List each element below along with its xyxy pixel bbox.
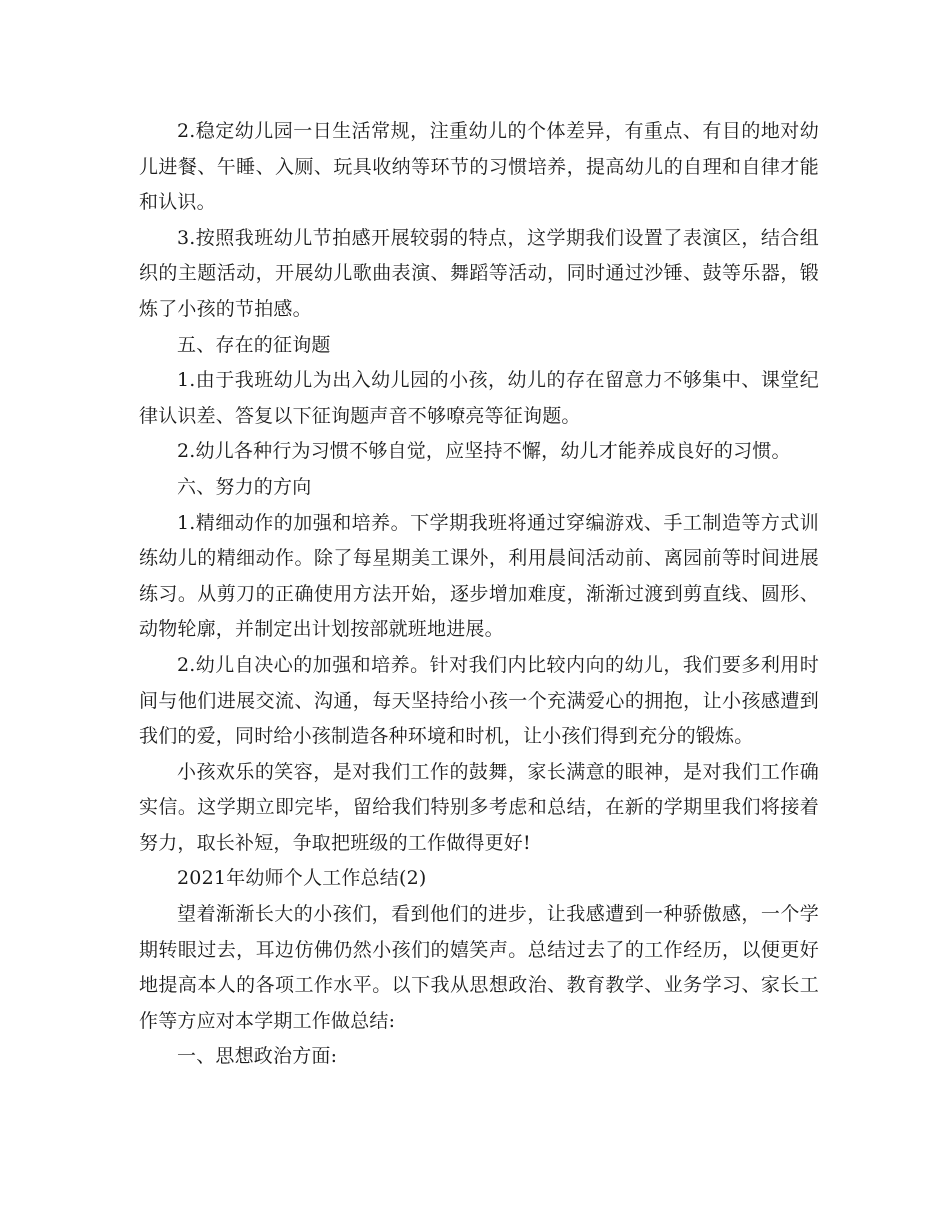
paragraph-conclusion: 小孩欢乐的笑容，是对我们工作的鼓舞，家长满意的眼神，是对我们工作确实信。这学期立即完毕，留给我们特别多考虑和总结，在新的学期里我们将接着努力，取长补短，争取把班级的工作做得更好! xyxy=(139,760,819,854)
paragraph-fine-motor: 1.精细动作的加强和培养。下学期我班将通过穿编游戏、手工制造等方式训练幼儿的精细动作。除了每星期美工课外，利用晨间活动前、离园前等时间进展练习。从剪刀的正确使用方法开始，逐步增加难度，渐渐过渡到剪直线、圆形、动物轮廓，并制定出计划按部就班地进展。 xyxy=(139,511,819,641)
paragraph-problem-attention: 1.由于我班幼儿为出入幼儿园的小孩，幼儿的存在留意力不够集中、课堂纪律认识差、答复以下征询题声音不够嘹亮等征询题。 xyxy=(139,369,819,427)
paragraph-introduction: 望着渐渐长大的小孩们，看到他们的进步，让我感遭到一种骄傲感，一个学期转眼过去，耳边仿佛仍然小孩们的嬉笑声。总结过去了的工作经历，以便更好地提高本人的各项工作水平。以下我从思想政治、教育教学、业务学习、家长工作等方应对本学期工作做总结: xyxy=(139,903,819,1032)
paragraph-daily-routine: 2.稳定幼儿园一日生活常规，注重幼儿的个体差异，有重点、有目的地对幼儿进餐、午睡、入厕、玩具收纳等环节的习惯培养，提高幼儿的自理和自律才能和认识。 xyxy=(139,120,819,214)
section-heading-politics: 一、思想政治方面: xyxy=(177,1045,338,1068)
paragraph-confidence: 2.幼儿自决心的加强和培养。针对我们内比较内向的幼儿，我们要多利用时间与他们进展交流、沟通，每天坚持给小孩一个充满爱心的拥抱，让小孩感遭到我们的爱，同时给小孩制造各种环境和时机，让小孩们得到充分的锻炼。 xyxy=(139,653,819,748)
paragraph-rhythm-training: 3.按照我班幼儿节拍感开展较弱的特点，这学期我们设置了表演区，结合组织的主题活动，开展幼儿歌曲表演、舞蹈等活动，同时通过沙锤、鼓等乐器，锻炼了小孩的节拍感。 xyxy=(139,226,819,320)
document-body xyxy=(139,114,819,1075)
section-heading-problems: 五、存在的征询题 xyxy=(177,333,331,356)
paragraph-problem-habits: 2.幼儿各种行为习惯不够自觉，应坚持不懈，幼儿才能养成良好的习惯。 xyxy=(177,440,791,463)
section-heading-direction: 六、努力的方向 xyxy=(177,475,312,498)
article-title: 2021年幼师个人工作总结(2) xyxy=(177,867,427,890)
